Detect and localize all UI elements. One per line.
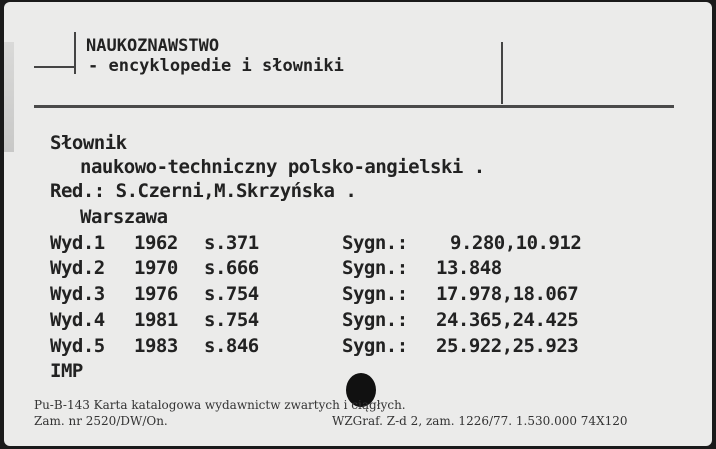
edition-label: Wyd.4 [50, 309, 105, 331]
category-title: NAUKOZNAWSTWO [86, 36, 220, 56]
edition-label: Wyd.2 [50, 257, 105, 279]
edition-label: Wyd.5 [50, 335, 105, 357]
signature-value: 24.365,24.425 [436, 309, 579, 331]
header-right-rule [501, 42, 503, 104]
signature-value: 13.848 [436, 257, 502, 279]
footer-form-line: Pu-B-143 Karta katalogowa wydawnictw zwartych i ciągłych. [34, 398, 406, 412]
signature-label: Sygn.: [342, 335, 408, 357]
header-dash-rule [34, 66, 74, 68]
footer-order-left: Zam. nr 2520/DW/On. [34, 414, 168, 428]
edition-year: 1983 [134, 335, 178, 357]
edition-pages: s.666 [204, 257, 259, 279]
header-vertical-rule [74, 32, 76, 74]
edition-year: 1981 [134, 309, 178, 331]
entry-editors: Red.: S.Czerni,M.Skrzyńska . [50, 180, 357, 202]
footer-order-right: WZGraf. Z-d 2, zam. 1226/77. 1.530.000 74X120 [332, 414, 628, 428]
signature-label: Sygn.: [342, 232, 408, 254]
signature-value: 9.280,10.912 [450, 232, 582, 254]
institution-code: IMP [50, 360, 83, 382]
signature-label: Sygn.: [342, 257, 408, 279]
edition-pages: s.371 [204, 232, 259, 254]
edition-label: Wyd.1 [50, 232, 105, 254]
entry-place: Warszawa [80, 206, 168, 228]
catalog-card [4, 2, 712, 446]
edition-label: Wyd.3 [50, 283, 105, 305]
signature-value: 25.922,25.923 [436, 335, 579, 357]
category-subtitle: - encyklopedie i słowniki [88, 56, 344, 76]
card-edge-mark [4, 42, 14, 152]
entry-title-line2: naukowo-techniczny polsko-angielski . [80, 156, 485, 178]
edition-year: 1970 [134, 257, 178, 279]
signature-value: 17.978,18.067 [436, 283, 579, 305]
edition-pages: s.754 [204, 283, 259, 305]
signature-label: Sygn.: [342, 309, 408, 331]
edition-pages: s.754 [204, 309, 259, 331]
entry-title-line1: Słownik [50, 132, 127, 154]
edition-year: 1976 [134, 283, 178, 305]
edition-pages: s.846 [204, 335, 259, 357]
signature-label: Sygn.: [342, 283, 408, 305]
header-separator [34, 105, 674, 108]
edition-year: 1962 [134, 232, 178, 254]
